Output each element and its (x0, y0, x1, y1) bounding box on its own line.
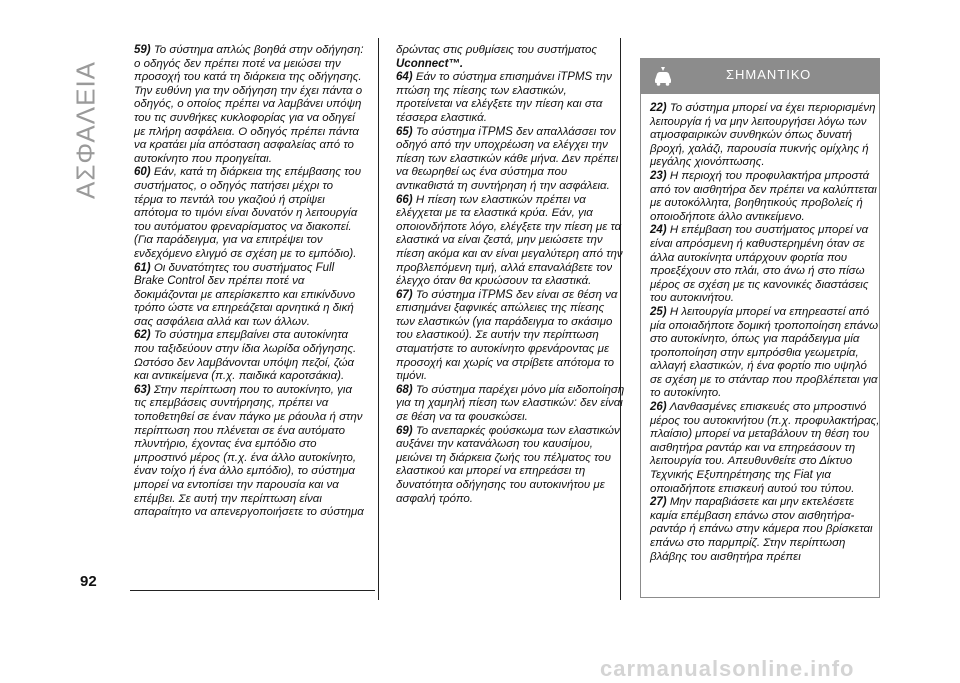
note-60: 60) Εάν, κατά τη διάρκεια της επέμβασης του συστήματος, ο οδηγός πατήσει μέχρι το τέρμα το πεντάλ του γκαζιού ή στρίψει απότομα το τιμόνι είναι δυνατόν η λειτουργία του αυτόματου φρεναρίσματος να διακοπεί. (Για παράδειγμα, για να επιτρέψει τον ενδεχόμενο ελιγμό σε σχέση με το εμπόδιο). (134, 166, 362, 260)
section-side-tab (70, 40, 102, 220)
note-26: 26) Λανθασμένες επισκευές στο μπροστινό μέρος του αυτοκινήτου (π.χ. προφυλακτήρας, πλαίσιο) μπορεί να μεταβάλουν τη θέση του αισθητήρα ραντάρ και να επηρεάσουν τη λειτουργία του. Απευθυνθείτε στο Δίκτυο Τεχνικής Εξυπηρέτησης της Fiat για οποιαδήποτε επισκευή αυτού του τύπου. (650, 401, 880, 495)
page-number: 92 (80, 573, 97, 590)
note-63-continued: δρώντας στις ρυθμίσεις του συστήματος Uconnect™. (396, 44, 597, 70)
note-69: 69) Το ανεπαρκές φούσκωμα των ελαστικών αυξάνει την κατανάλωση του καυσίμου, μειώνει τη διάρκεια ζωής του πέλματος του ελαστικού και μπορεί να επηρεάσει τη δυνατότητα οδήγησης του αυτοκινήτου με ασφαλή τρόπο. (396, 424, 620, 505)
section-title: ΑΣΦΑΛΕΙΑ (70, 60, 101, 200)
note-61: 61) Οι δυνατότητες του συστήματος Full Brake Control δεν πρέπει ποτέ να δοκιμάζονται με απερίσκεπτο και επικίνδυνο τρόπο ώστε να επηρεάζεται αρνητικά η δική σας ασφάλεια αλλά και των άλλων. (134, 261, 356, 328)
note-23: 23) Η περιοχή του προφυλακτήρα μπροστά από τον αισθητήρα δεν πρέπει να καλύπτεται με αυτοκόλλητα, βοηθητικούς προβολείς ή οποιοδήποτε άλλο αντικείμενο. (650, 169, 877, 223)
watermark: carmanualsonline.info (600, 656, 855, 681)
note-64: 64) Εάν το σύστημα επισημάνει iTPMS την πτώση της πίεσης των ελαστικών, προτείνεται να ελέγξετε την πίεση και στα τέσσερα ελαστικά. (396, 71, 612, 124)
text-column-3 (650, 102, 880, 564)
important-box-title: ΣΗΜΑΝΤΙΚΟ (726, 67, 812, 82)
note-65: 65) Το σύστημα iTPMS δεν απαλλάσσει τον οδηγό από την υποχρέωση να ελέγχει την πίεση των ελαστικών κάθε μήνα. Δεν πρέπει να θεωρηθεί ως ένα σύστημα που αντικαθιστά τη συντήρηση ή την ασφάλεια. (396, 125, 619, 192)
note-22: 22) Το σύστημα μπορεί να έχει περιορισμένη λειτουργία ή να μην λειτουργήσει λόγω των ατμοσφαιρικών συνθηκών όπως δυνατή βροχή, χαλάζι, παρουσία πυκνής ομίχλης ή μεγάλης χιονόπτωσης. (650, 102, 876, 169)
note-24: 24) Η επέμβαση του συστήματος μπορεί να είναι απρόσμενη ή καθυστερημένη όταν σε άλλα αυτοκίνητα υπάρχουν φορτία που προεξέχουν στο πλάι, στο άνω ή στο πίσω μέρος σε σχέση με τις κανονικές διαστάσεις του αυτοκινήτου. (650, 224, 869, 305)
note-68: 68) Το σύστημα παρέχει μόνο μία ειδοποίηση για τη χαμηλή πίεση των ελαστικών: δεν είναι σε θέση να τα φουσκώσει. (396, 383, 625, 424)
important-box-header (640, 58, 880, 94)
note-63: 63) Στην περίπτωση που το αυτοκίνητο, για τις επεμβάσεις συντήρησης, πρέπει να τοποθετηθεί σε έναν πάγκο με ράουλα ή στην περίπτωση που πλένεται σε ένα αυτόματο πλυντήριο, έχοντας ένα εμπόδιο στο μπροστινό μέρος (π.χ. ένα άλλο αυτοκίνητο, έναν τοίχο ή ένα άλλο εμπόδιο), το σύστημα μπορεί να εντοπίσει την παρουσία και να επέμβει. Σε αυτή την περίπτωση είναι απαραίτητο να απενεργοποιήσετε το σύστημα (134, 383, 364, 519)
note-25: 25) Η λειτουργία μπορεί να επηρεαστεί από μία οποιαδήποτε δομική τροποποίηση επάνω στο αυτοκίνητο, όπως για παράδειγμα μία τροποποίηση στην εμπρόσθια γεωμετρία, αλλαγή ελαστικών, ή ένα φορτίο πιο υψηλό σε σχέση με το στάνταρ που προβλέπεται για το αυτοκίνητο. (650, 305, 879, 400)
note-67: 67) Το σύστημα iTPMS δεν είναι σε θέση να επισημάνει ξαφνικές απώλειες της πίεσης των ελαστικών (για παράδειγμα το σκάσιμο του ελαστικού). Σε αυτήν την περίπτωση σταματήστε το αυτοκίνητο φρενάροντας με προσοχή και χωρίς να στρίβετε απότομα το τιμόνι. (396, 288, 618, 383)
column-divider-1 (378, 38, 379, 600)
note-27: 27) Μην παραβιάσετε και μην εκτελέσετε καμία επέμβαση επάνω στον αισθητήρα-ραντάρ ή επάνω στην κάμερα που βρίσκεται επάνω στο παρμπρίζ. Στην περίπτωση βλάβης του αισθητήρα πρέπει (650, 496, 873, 563)
car-warning-icon (652, 65, 674, 87)
text-column-1 (134, 44, 364, 520)
column-bottom-rule (130, 590, 375, 591)
note-59: 59) Το σύστημα απλώς βοηθά στην οδήγηση: ο οδηγός δεν πρέπει ποτέ να μειώσει την προσοχή του κατά τη διάρκεια της οδήγησης. Την ευθύνη για την οδήγηση την έχει πάντα ο οδηγός, ο οποίος πρέπει να λαμβάνει υπόψη του τις συνθήκες κυκλοφορίας για να οδηγεί με πλήρη ασφάλεια. Ο οδηγός πρέπει πάντα να κρατάει μία απόσταση ασφαλείας από το αυτοκίνητο που προηγείται. (134, 44, 364, 165)
note-66: 66) Η πίεση των ελαστικών πρέπει να ελέγχεται με τα ελαστικά κρύα. Εάν, για οποιονδήποτε λόγο, ελέγξετε την πίεση με τα ελαστικά να είναι ζεστά, μην μειώσετε την πίεση ακόμα και αν είναι μεγαλύτερη από την προβλεπόμενη τιμή, αλλά επαναλάβετε τον έλεγχο όταν θα κρυώσουν τα ελαστικά. (396, 193, 623, 288)
note-62: 62) Το σύστημα επεμβαίνει στα αυτοκίνητα που ταξιδεύουν στην ίδια λωρίδα οδήγησης. Ωστόσο δεν λαμβάνονται υπόψη πεζοί, ζώα και αντικείμενα (π.χ. παιδικά καροτσάκια). (134, 329, 357, 383)
text-column-2 (396, 44, 626, 506)
